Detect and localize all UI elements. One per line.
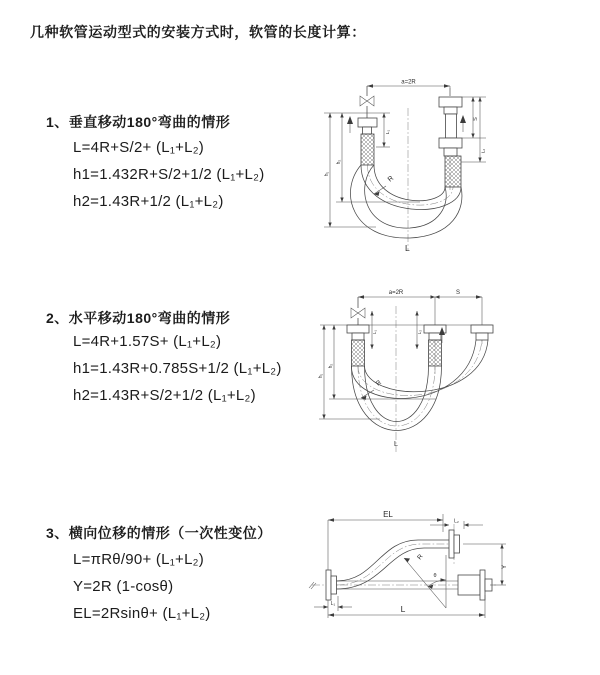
dim-label-el: EL: [383, 510, 393, 519]
left-pipe-fitting: [347, 325, 369, 366]
dim-label-h1: h₁: [318, 373, 324, 379]
dimension-l1: [314, 596, 352, 611]
section-2-formula-l: L=4R+1.57S+ (L₁+L₂): [73, 333, 222, 350]
dimension-l2: [415, 311, 422, 349]
braided-hose-section: [445, 156, 461, 187]
radius-leader: [374, 175, 395, 196]
dim-label-r: R: [374, 379, 383, 388]
section-2-formula-h2: h2=1.43R+S/2+1/2 (L₁+L₂): [73, 387, 256, 404]
braided-hose-section: [429, 340, 442, 366]
dim-label-l1: L₁: [372, 329, 377, 335]
section-3-heading: 3、横向位移的情形（一次性变位）: [46, 525, 272, 541]
angle-construction: [404, 553, 446, 608]
dimension-h1-h2: [324, 113, 420, 227]
valve-icon: [351, 297, 365, 325]
braided-hose-section: [352, 340, 365, 366]
section-2-heading: 2、水平移动180°弯曲的情形: [46, 310, 231, 326]
section-3-formula-y: Y=2R (1-cosθ): [73, 578, 174, 595]
dim-label-theta: θ: [433, 573, 437, 579]
radius-leader: [361, 379, 383, 400]
dim-label-h1: h₁: [324, 171, 330, 177]
dim-label-l2: L₂: [481, 148, 487, 154]
dim-label-r: R: [416, 553, 425, 562]
dim-label-s: S: [455, 290, 461, 296]
section-3-formula-el: EL=2Rsinθ+ (L₁+L₂): [73, 605, 211, 622]
dim-label-l1: L₁: [330, 601, 336, 607]
section-1-formula-h2: h2=1.43R+1/2 (L₁+L₂): [73, 193, 224, 210]
dim-label-y: Y: [501, 564, 508, 570]
dimension-l-total: [328, 595, 485, 618]
dim-label-l2: L₂: [454, 518, 459, 525]
middle-pipe-fitting: [424, 325, 446, 366]
section-1-formula-h1: h1=1.432R+S/2+1/2 (L₁+L₂): [73, 166, 265, 183]
section-3-formula-l: L=πRθ/90+ (L₁+L₂): [73, 551, 204, 568]
diagram-vertical-movement-180-bend: [310, 70, 600, 260]
dim-label-s: S: [473, 117, 479, 121]
dimension-a2r: [367, 80, 450, 97]
dimension-l1: [376, 113, 391, 147]
dim-label-a2r: a=2R: [401, 79, 416, 86]
left-flange: [326, 570, 337, 600]
right-pipe-fitting: [471, 325, 493, 340]
dim-label-l-total: L: [394, 441, 398, 448]
section-1-formula-l: L=4R+S/2+ (L₁+L₂): [73, 139, 205, 156]
hose-s-curve: [337, 540, 450, 589]
dim-label-l2: L₂: [417, 329, 422, 335]
diagram-lateral-displacement: [300, 500, 600, 640]
braided-hose-section: [361, 134, 374, 165]
dim-label-h2: h₂: [328, 363, 334, 369]
diagram-horizontal-movement-180-bend: [310, 282, 600, 460]
dim-label-l: L: [400, 604, 406, 614]
movement-arrow-icon: [347, 116, 353, 124]
hose-curves: [351, 340, 488, 431]
movement-arrow-icon: [460, 115, 466, 123]
dim-label-r: R: [386, 174, 396, 184]
dim-label-a2r: a=2R: [388, 290, 404, 296]
section-2-formula-h1: h1=1.43R+0.785S+1/2 (L₁+L₂): [73, 360, 282, 377]
page-title: 几种软管运动型式的安装方式时，软管的长度计算：: [30, 24, 366, 40]
dimension-h1-h2: [318, 325, 436, 419]
dim-label-l1: L₁: [386, 129, 391, 135]
dimension-s-l2: [461, 97, 487, 162]
section-1-heading: 1、垂直移动180°弯曲的情形: [46, 114, 231, 130]
left-pipe-fitting: [324, 113, 390, 165]
upper-flange: [449, 530, 460, 558]
dimension-a2r-s: [358, 290, 482, 325]
dim-label-h2: h₂: [336, 159, 342, 165]
dim-label-l-total: L: [405, 243, 410, 253]
dimension-l1: [370, 311, 377, 349]
right-pipe-fitting: [439, 97, 466, 187]
